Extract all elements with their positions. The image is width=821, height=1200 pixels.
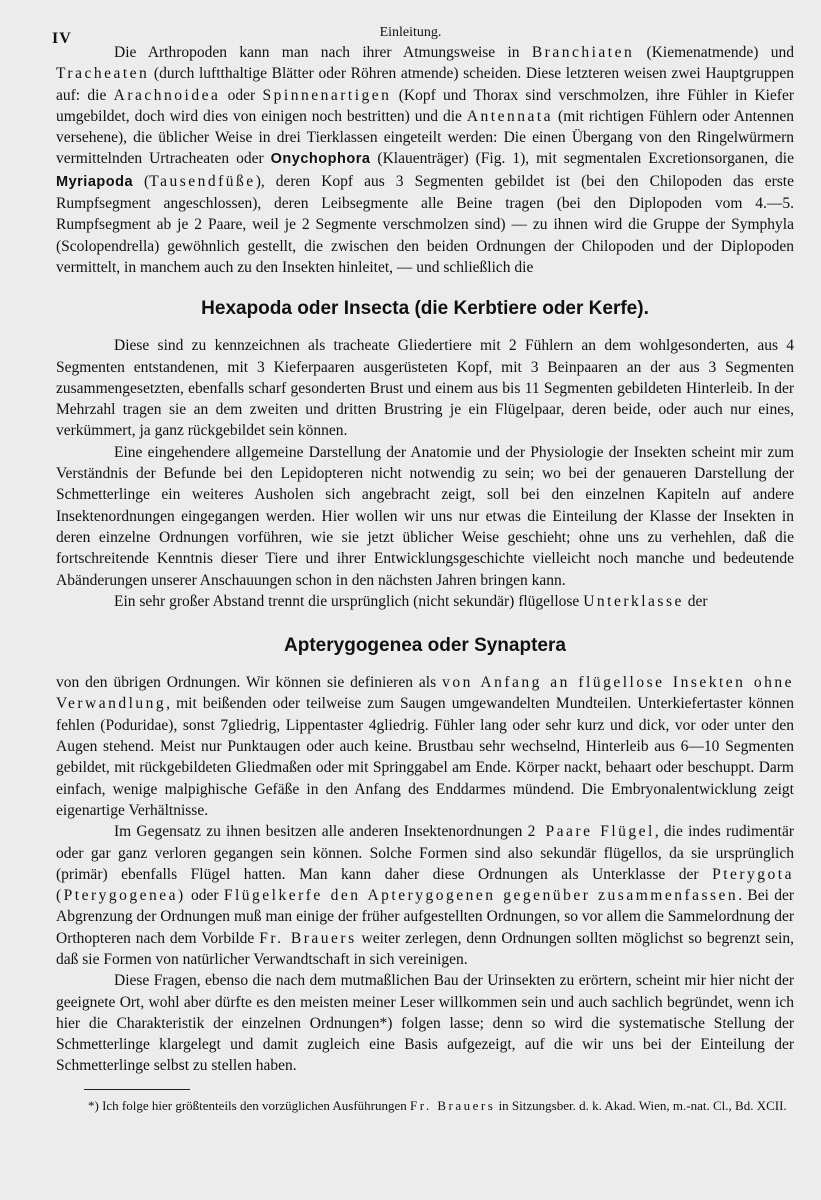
- term-tracheaten: Tracheaten: [56, 65, 150, 83]
- footnote: *) Ich folge hier größtenteils den vorzüglichen Ausführungen Fr. Brauers in Sitzungsber. d. k. Akad. Wien, m.-nat. Cl., Bd. XCII.: [88, 1097, 787, 1113]
- intro-paragraph: Die Arthropoden kann man nach ihrer Atmungsweise in Branchiaten (Kiemenatmende) und Tracheaten (durch luftthaltige Blätter oder Röhren atmende) scheiden. Diese letzteren weisen zwei Hauptgruppen auf: die Arachnoidea oder Spinnenartigen (Kopf und Thorax sind verschmolzen, ihre Fühler in Kiefer umgebildet, doch wird dies von einigen noch bestritten) und die Antennata (mit richtigen Fühlern oder Antennen versehene), die üblicher Weise in drei Tierklassen eingeteilt werden: Die einen Übergang von den Ringelwürmern vermittelnden Urtracheaten oder Onychophora (Klauenträger) (Fig. 1), mit segmentalen Excretionsorganen, die Myriapoda (Tausendfüße), deren Kopf aus 3 Segmenten gebildet ist (bei den Chilopoden das erste Rumpfsegment angeschlossen), deren Leibsegmente alle Beine tragen (bei den Diplopoden vom 4.—5. Rumpfsegment ab je 2 Paare, weil je 2 Segmente verschmolzen sind) — zu ihnen wird die Gruppe der Symphyla (Scolopendrella) gewöhnlich gestellt, die zwischen den beiden Ordnungen der Chilopoden und der Diplopoden vermittelt, in manchem auch zu den Insekten hinleitet, — und schließlich die: [56, 44, 794, 276]
- running-header: [0, 22, 821, 47]
- term-anfang: von Anfang an flügellose Insekten ohne Verwandlung: [56, 674, 794, 713]
- section-heading-apterygogenea: Apterygogenea oder Synaptera: [284, 635, 566, 657]
- term-myriapoda: Myriapoda: [56, 173, 134, 190]
- hexapoda-paragraph-1: Diese sind zu kennzeichnen als tracheate Gliedertiere mit 2 Fühlern an dem wohlgesonderten, aus 4 Segmenten entstandenen, mit 3 Kieferpaaren ausgerüsteten Kopf, mit 3 Beinpaaren an der aus 3 Segmenten zusammengesetzten, ebenfalls scharf gesonderten Brust und einem aus bis 11 Segmenten gebildeten Hinterleib. In der Mehrzahl tragen sie an dem zweiten und dritten Brustring je ein Flügelpaar, deren beide, oder auch nur eines, verkümmert, ja ganz rückgebildet sein können.: [56, 337, 794, 440]
- apterygogenea-paragraph-2: Im Gegensatz zu ihnen besitzen alle anderen Insektenordnungen 2 Paare Flügel, die indes rudimentär oder gar ganz verloren gegangen sein können. Solche Formen sind also sekundär flügellos, da sie ursprünglich (primär) ebenfalls Flügel hatten. Man kann daher diese Ordnungen als Unterklasse der Pterygota (Pterygogenea) oder Flügelkerfe den Apterygogenen gegenüber zusammenfassen. Bei der Abgrenzung der Ordnungen muß man einige der früher aufgestellten Ordnungen, so vor allem die Sammelordnung der Orthopteren nach dem Vorbilde Fr. Brauers weiter zerlegen, denn Ordnungen sollten möglichst so begrenzt sein, daß sie Formen von natürlicher Verwandtschaft in sich vereinigen.: [56, 823, 795, 968]
- page-body: [56, 42, 794, 1114]
- term-fluegelkerfe: Flügelkerfe den Apterygogenen gegenüber zusammenfassen: [223, 887, 739, 905]
- term-unterklasse: Unterklasse: [583, 592, 684, 610]
- footnote-author: Fr. Brauers: [410, 1097, 496, 1113]
- term-arachnoidea: Arachnoidea: [113, 86, 221, 104]
- page-number: IV: [52, 30, 72, 47]
- term-tausendfuesse: Tausendfüße: [149, 172, 256, 190]
- term-antennata: Antennata: [466, 107, 554, 125]
- term-spinnenartigen: Spinnenartigen: [262, 86, 392, 104]
- apterygogenea-paragraph-1: von den übrigen Ordnungen. Wir können sie definieren als von Anfang an flügellose Insekten ohne Verwandlung, mit beißenden oder teilweise zum Saugen umgewandelten Mundteilen. Unterkiefertaster können fehlen (Poduridae), sonst 7gliedrig, Lippentaster 4gliedrig. Fühler lang oder sehr kurz und dick, vor oder unter den Augen stehend. Meist nur Punktaugen oder auch keine. Brustbau sehr wechselnd, Hinterleib aus 6—10 Segmenten gebildet, mit rückgebildeten Gliedmaßen oder mit Springgabel am Ende. Körper nackt, behaart oder beschuppt. Darm einfach, wenige malpighische Gefäße in den Anfang des Enddarmes mündend. Die Embryonalentwicklung zeigt eigenartige Verhältnisse.: [56, 674, 794, 819]
- hexapoda-paragraph-2: Eine eingehendere allgemeine Darstellung der Anatomie und der Physiologie der Insekten scheint mir zum Verständnis der Befunde bei den Lepidopteren nicht notwendig zu sein; wo bei der genaueren Darstellung der Schmetterlinge ein weiteres Ausholen sich angebracht zeigt, soll bei den einzelnen Kapiteln auf andere Insektenordnungen eingegangen werden. Hier wollen wir uns nur etwas die Einteilung der Klasse der Insekten in deren einzelne Ordnungen vorführen, wie sie jetzt üblicher Weise geschieht; ohne uns zu verhehlen, daß die fortschreitende Kenntnis dieser Tiere und ihrer Entwicklungsgeschichte vielleicht noch manche und bedeutende Abänderungen unserer Anschauungen schon in den nächsten Jahren bringen kann.: [56, 443, 794, 589]
- section-heading-hexapoda: Hexapoda oder Insecta (die Kerbtiere oder Kerfe).: [201, 298, 649, 320]
- term-brauers: Fr. Brauers: [259, 929, 357, 947]
- term-branchiaten: Branchiaten: [531, 44, 635, 61]
- term-pterygota: Pterygota (Pterygogenea): [56, 865, 794, 905]
- running-title: Einleitung.: [379, 25, 442, 40]
- term-paare-fluegel: 2 Paare Flügel: [527, 823, 655, 841]
- apterygogenea-paragraph-3: Diese Fragen, ebenso die nach dem mutmaßlichen Bau der Urinsekten zu erörtern, scheint mir hier nicht der geeignete Ort, wohl aber dürfte es den meisten meiner Leser willkommen sein und auch sachlich begründet, wenn ich hier die Charakteristik der einzelnen Ordnungen*) folgen lasse; denn so wird die systematische Stellung der Schmetterlinge klargelegt und damit zugleich eine Basis aufgezeigt, auf die wir uns bei der Einteilung der Schmetterlinge selbst zu stellen haben.: [56, 972, 794, 1075]
- footnote-separator: [84, 1089, 190, 1090]
- term-onychophora: Onychophora: [270, 151, 371, 168]
- hexapoda-paragraph-3: Ein sehr großer Abstand trennt die ursprünglich (nicht sekundär) flügellose Unterklasse der: [114, 592, 708, 610]
